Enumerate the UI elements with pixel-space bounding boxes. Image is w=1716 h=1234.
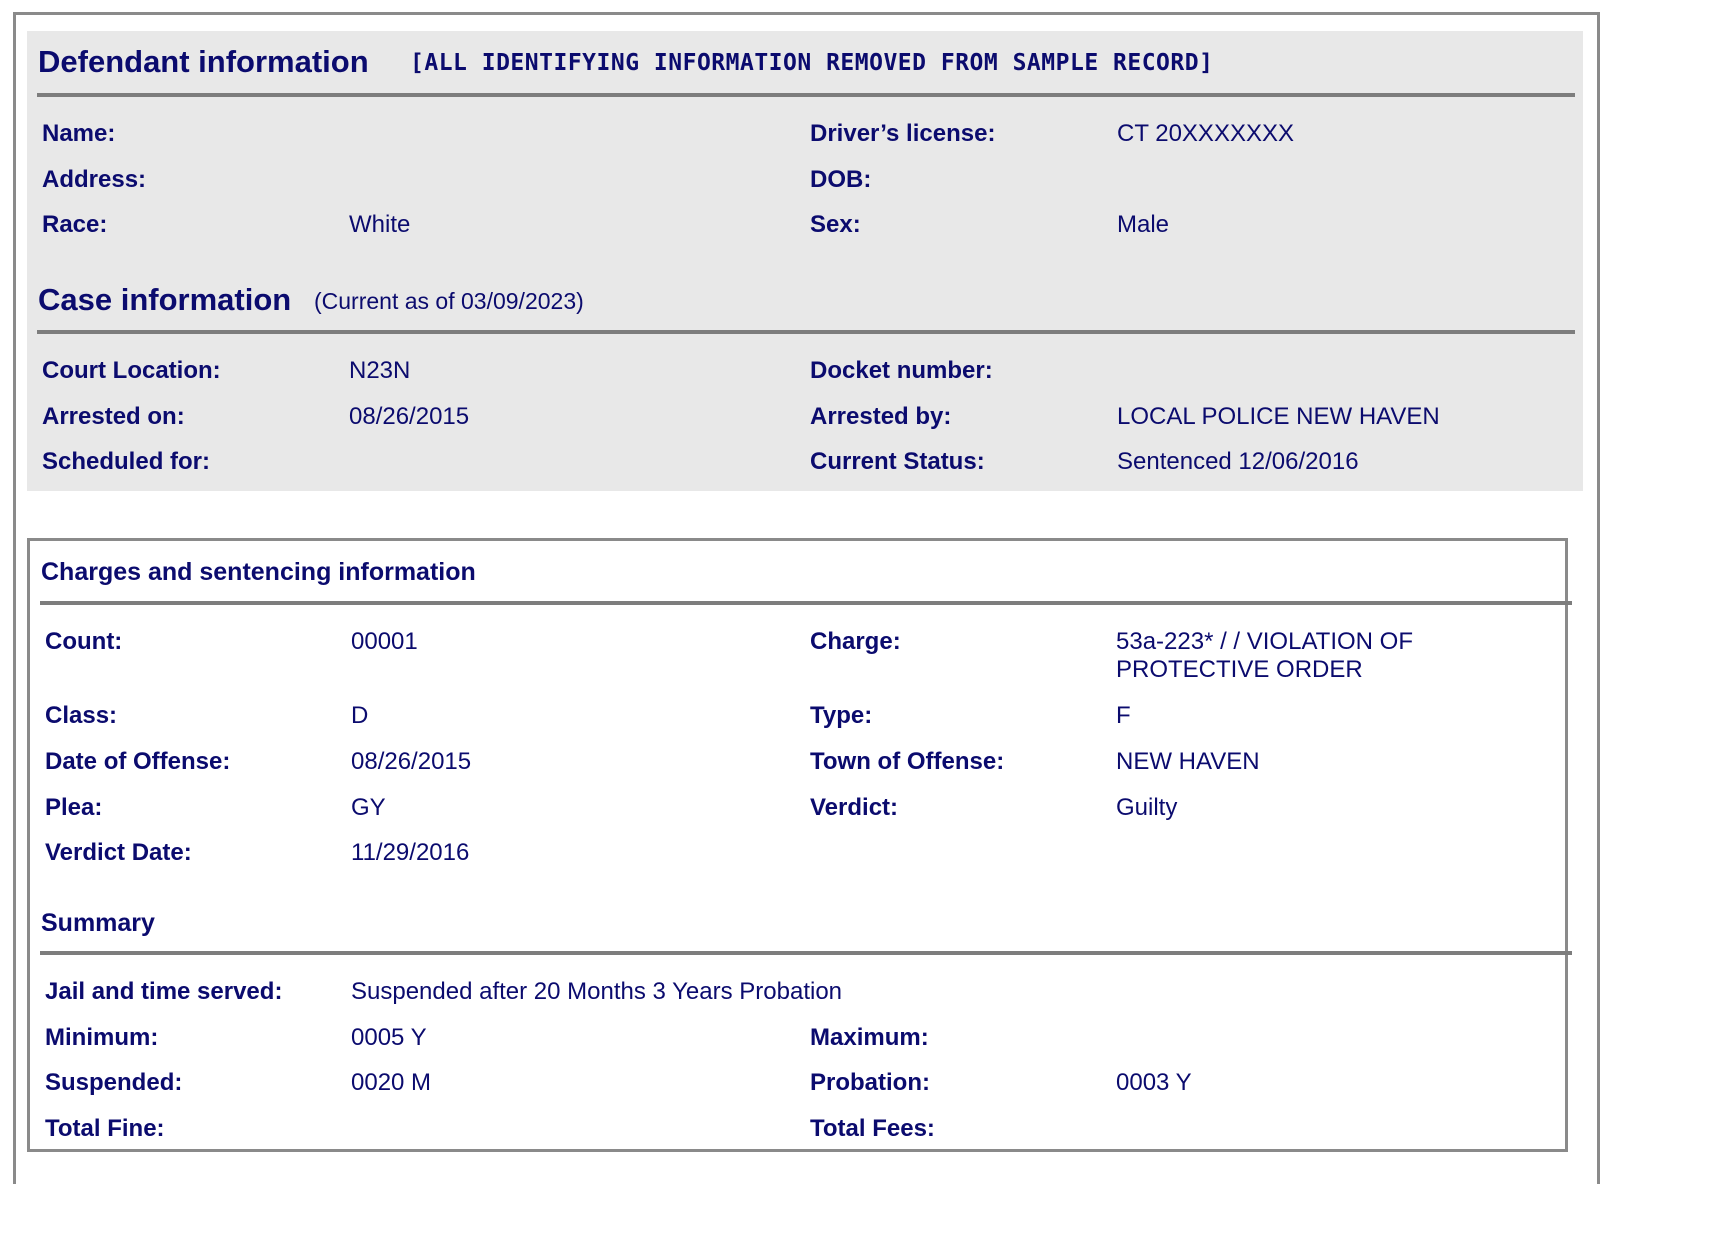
- count-label: Count:: [45, 628, 123, 655]
- drivers-license-label: Driver’s license:: [810, 120, 996, 147]
- arrested-on-label: Arrested on:: [42, 403, 185, 430]
- minimum-value: 0005 Y: [351, 1024, 427, 1051]
- jail-time-served-label: Jail and time served:: [45, 978, 283, 1005]
- suspended-value: 0020 M: [351, 1069, 432, 1096]
- count-value: 00001: [351, 628, 418, 655]
- charges-title: Charges and sentencing information: [41, 558, 476, 586]
- type-label: Type:: [810, 702, 873, 729]
- defendant-divider: [37, 93, 1575, 97]
- case-divider: [37, 330, 1575, 334]
- court-location-label: Court Location:: [42, 357, 221, 384]
- race-label: Race:: [42, 211, 108, 238]
- verdict-date-label: Verdict Date:: [45, 839, 192, 866]
- verdict-label: Verdict:: [810, 794, 899, 821]
- dob-label: DOB:: [810, 166, 872, 193]
- class-label: Class:: [45, 702, 118, 729]
- maximum-label: Maximum:: [810, 1024, 929, 1051]
- scheduled-for-label: Scheduled for:: [42, 448, 211, 475]
- verdict-value: Guilty: [1116, 794, 1178, 821]
- probation-value: 0003 Y: [1116, 1069, 1192, 1096]
- name-label: Name:: [42, 120, 116, 147]
- arrested-by-label: Arrested by:: [810, 403, 952, 430]
- town-of-offense-label: Town of Offense:: [810, 748, 1005, 775]
- charge-label: Charge:: [810, 628, 901, 655]
- jail-time-served-value: Suspended after 20 Months 3 Years Probation: [351, 978, 843, 1005]
- plea-value: GY: [351, 794, 386, 821]
- case-info-current-as-of: (Current as of 03/09/2023): [314, 288, 584, 314]
- sex-value: Male: [1117, 211, 1170, 238]
- verdict-date-value: 11/29/2016: [351, 839, 470, 866]
- probation-label: Probation:: [810, 1069, 930, 1096]
- type-value: F: [1116, 702, 1131, 729]
- current-status-value: Sentenced 12/06/2016: [1117, 448, 1359, 475]
- summary-title: Summary: [41, 909, 155, 937]
- address-label: Address:: [42, 166, 147, 193]
- charges-divider: [40, 601, 1572, 605]
- charge-value-line1: 53a-223* / / VIOLATION OF: [1116, 628, 1413, 655]
- class-value: D: [351, 702, 369, 729]
- date-of-offense-value: 08/26/2015: [351, 748, 472, 775]
- sex-label: Sex:: [810, 211, 861, 238]
- arrested-on-value: 08/26/2015: [349, 403, 470, 430]
- drivers-license-value: CT 20XXXXXXX: [1117, 120, 1294, 147]
- plea-label: Plea:: [45, 794, 103, 821]
- town-of-offense-value: NEW HAVEN: [1116, 748, 1260, 775]
- redaction-note: [ALL IDENTIFYING INFORMATION REMOVED FROM SAMPLE RECORD]: [410, 50, 1214, 76]
- total-fees-label: Total Fees:: [810, 1115, 935, 1142]
- summary-divider: [40, 951, 1572, 955]
- current-status-label: Current Status:: [810, 448, 985, 475]
- race-value: White: [349, 211, 411, 238]
- suspended-label: Suspended:: [45, 1069, 183, 1096]
- docket-number-label: Docket number:: [810, 357, 993, 384]
- court-location-value: N23N: [349, 357, 411, 384]
- total-fine-label: Total Fine:: [45, 1115, 165, 1142]
- date-of-offense-label: Date of Offense:: [45, 748, 231, 775]
- charge-value-line2: PROTECTIVE ORDER: [1116, 656, 1363, 683]
- arrested-by-value: LOCAL POLICE NEW HAVEN: [1117, 403, 1440, 430]
- defendant-info-title: Defendant information: [38, 44, 369, 79]
- minimum-label: Minimum:: [45, 1024, 159, 1051]
- case-info-title: Case information: [38, 282, 292, 317]
